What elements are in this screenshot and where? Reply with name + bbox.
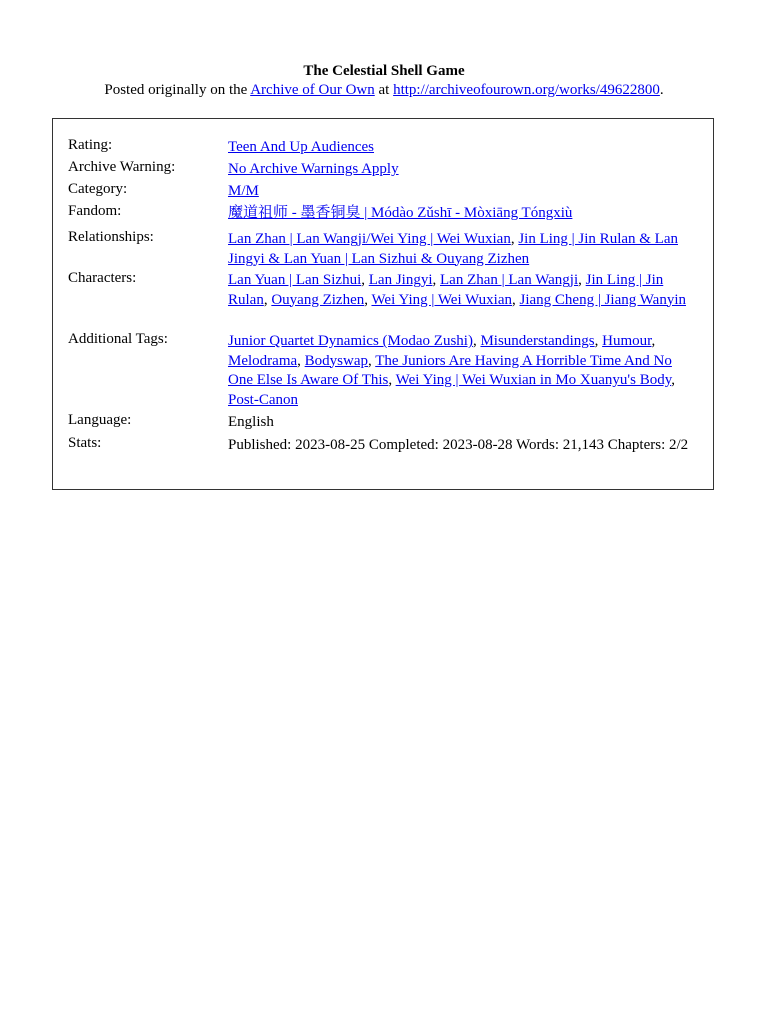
stats-value: Published: 2023-08-25 Completed: 2023-08-28 Words: 21,143 Chapters: 2/2 <box>228 437 689 453</box>
relationship-link[interactable]: Jin Ling | Jin Rulan & Lan Jingyi & Lan Yuan | Lan Sizhui & Ouyang Zizhen <box>228 231 679 267</box>
character-link[interactable]: Ouyang Zizhen <box>271 291 365 308</box>
characters-value: Lan Yuan | Lan Sizhui, Lan Jingyi, Lan Zhan | Lan Wangji, Jin Ling | Jin Rulan, Ouyang Zizhen, Wei Ying | Wei Wuxian, Jiang Cheng | Jiang Wanyin <box>228 272 687 308</box>
character-link[interactable]: Lan Jingyi <box>368 272 433 288</box>
work-title: The Celestial Shell Game <box>303 63 465 79</box>
relationship-link[interactable]: Lan Zhan | Lan Wangji/Wei Ying | Wei Wuxian <box>228 231 511 247</box>
relationships-label: Relationships: <box>68 229 154 245</box>
rating-link[interactable]: Teen And Up Audiences <box>228 139 375 155</box>
tag-link[interactable]: The Juniors Are Having A Horrible Time And No One Else Is Aware Of This <box>228 352 672 388</box>
warning-label: Archive Warning: <box>68 159 176 175</box>
at-text: at <box>374 82 394 98</box>
language-value: English <box>228 414 274 430</box>
posted-line <box>0 81 768 100</box>
rating-value <box>228 138 700 158</box>
warning-link[interactable]: No Archive Warnings Apply <box>228 161 399 177</box>
character-link[interactable]: Jin Ling | Jin Rulan <box>228 272 664 308</box>
work-url-link[interactable]: http://archiveofourown.org/works/49622800 <box>393 82 660 98</box>
category-link[interactable]: M/M <box>228 183 259 199</box>
end-punct: . <box>659 82 664 98</box>
tag-link[interactable]: Misunderstandings <box>480 333 595 349</box>
tag-link[interactable]: Junior Quartet Dynamics (Modao Zushi) <box>228 333 473 349</box>
warning-value <box>228 160 700 180</box>
tag-link[interactable]: Melodrama <box>228 352 298 369</box>
character-link[interactable]: Lan Zhan | Lan Wangji <box>440 272 579 288</box>
tag-link[interactable]: Humour <box>602 333 652 349</box>
tag-link[interactable]: Post-Canon <box>228 391 299 408</box>
tag-link[interactable]: Bodyswap <box>304 352 368 369</box>
posted-prefix: Posted originally on the <box>104 82 251 98</box>
work-header <box>0 62 768 100</box>
character-link[interactable]: Jiang Cheng | Jiang Wanyin <box>519 291 687 308</box>
language-label: Language: <box>68 412 132 428</box>
characters-label: Characters: <box>68 270 137 286</box>
character-link[interactable]: Lan Yuan | Lan Sizhui <box>228 272 362 288</box>
category-value <box>228 182 700 202</box>
tag-link[interactable]: Wei Ying | Wei Wuxian in Mo Xuanyu's Body <box>395 372 672 388</box>
character-link[interactable]: Wei Ying | Wei Wuxian <box>371 291 512 308</box>
work-meta-box <box>52 118 714 490</box>
additional-tags-value: Junior Quartet Dynamics (Modao Zushi), Misunderstandings, Humour, Melodrama, Bodyswap, The Juniors Are Having A Horrible Time And No One Else Is Aware Of This, Wei Ying | Wei Wuxian in Mo Xuanyu's Body, Post-Canon <box>228 333 675 408</box>
fandom-link[interactable]: 魔道祖师 - 墨香铜臭 | Módào Zǔshī - Mòxiāng Tóngxiù <box>228 205 573 221</box>
archive-link[interactable]: Archive of Our Own <box>250 82 375 98</box>
additional-tags-label: Additional Tags: <box>68 331 168 347</box>
category-label: Category: <box>68 181 128 197</box>
fandom-value <box>228 204 700 224</box>
relationships-value: Lan Zhan | Lan Wangji/Wei Ying | Wei Wuxian, Jin Ling | Jin Rulan & Lan Jingyi & Lan Yuan | Lan Sizhui & Ouyang Zizhen <box>228 231 679 267</box>
rating-label: Rating: <box>68 137 113 153</box>
stats-label: Stats: <box>68 435 102 451</box>
fandom-label: Fandom: <box>68 203 122 219</box>
